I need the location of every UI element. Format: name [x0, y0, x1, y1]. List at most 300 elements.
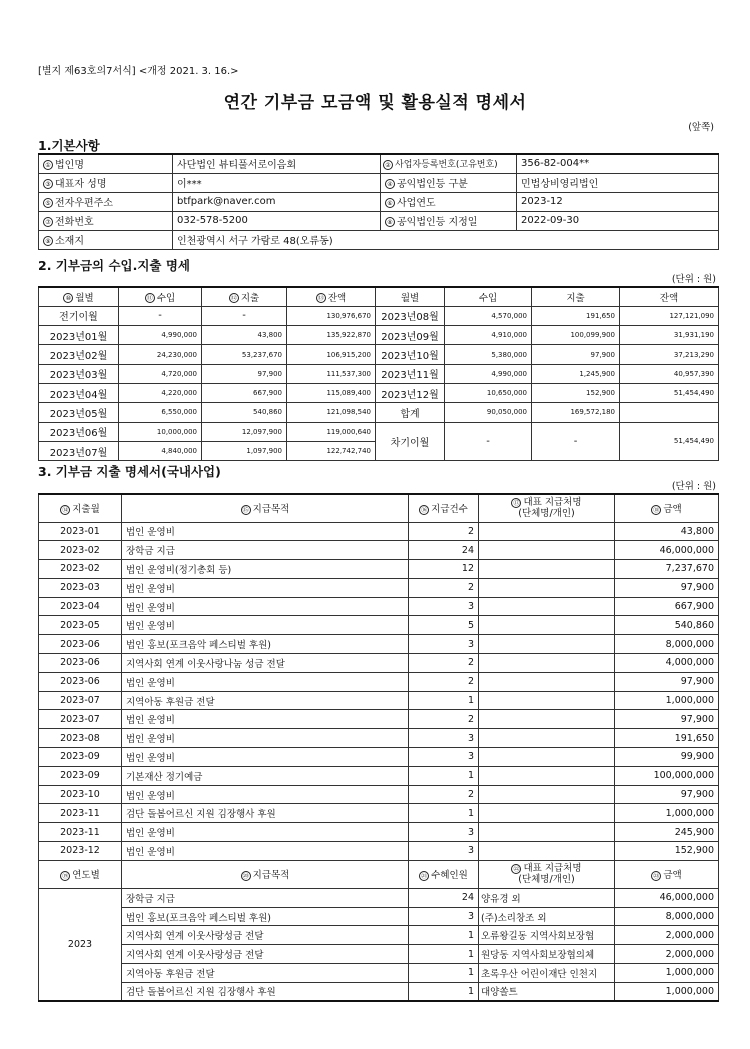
expense-cell-text: 100,099,900 — [570, 331, 615, 340]
count-cell — [409, 907, 479, 926]
expense-detail-row — [39, 842, 719, 861]
field-label-text: 사업자등록번호(고유번호) — [395, 160, 498, 171]
balance-cell — [287, 403, 376, 422]
payee-cell — [479, 541, 615, 560]
payee-cell — [479, 823, 615, 842]
amount-cell — [615, 635, 719, 654]
month-cell-text: 2023-01 — [60, 525, 100, 537]
item-number-badge: ㉓ — [653, 872, 660, 880]
income-cell-text: 4,990,000 — [491, 369, 527, 378]
count-cell-text: 2 — [467, 525, 474, 537]
month-cell — [376, 326, 445, 345]
amount-cell — [615, 964, 719, 983]
expense-cell-text: 667,900 — [253, 389, 282, 398]
col-header-amount — [615, 494, 719, 522]
count-cell — [409, 541, 479, 560]
amount-cell — [615, 982, 719, 1001]
payee-cell — [479, 945, 615, 964]
col-header-expense-text: 지출 — [566, 292, 585, 304]
count-cell-text: 3 — [467, 911, 474, 923]
expense-cell — [532, 364, 620, 383]
balance-cell — [287, 306, 376, 325]
expense-cell-text: 12,097,900 — [241, 427, 282, 436]
purpose-cell-text: 법인 운영비 — [126, 602, 175, 614]
col-header-month — [376, 287, 445, 306]
col-header-purpose — [122, 860, 409, 888]
col-header-month-text: 월별 — [400, 292, 420, 304]
amount-cell — [615, 748, 719, 767]
item-number-badge: ⑨ — [43, 236, 53, 246]
payee-cell — [479, 654, 615, 673]
count-cell — [409, 560, 479, 579]
purpose-cell-text: 지역아동 후원금 전달 — [126, 968, 215, 980]
payee-cell — [479, 597, 615, 616]
expense-detail-table — [38, 493, 719, 1002]
count-cell — [409, 748, 479, 767]
col-header-income-text: 수입 — [478, 292, 498, 304]
count-cell-text: 3 — [467, 638, 474, 650]
month-cell — [39, 729, 122, 748]
expense-detail-row — [39, 823, 719, 842]
amount-cell — [615, 888, 719, 907]
balance-cell — [620, 326, 719, 345]
expense-cell — [202, 383, 287, 402]
amount-cell-text: 1,000,000 — [665, 695, 714, 707]
month-cell — [39, 672, 122, 691]
balance-cell — [287, 422, 376, 441]
col-header-purpose-text: 지급목적 — [252, 504, 290, 516]
payee-cell — [479, 635, 615, 654]
amount-cell — [615, 616, 719, 635]
basic-info-row — [39, 192, 719, 211]
expense-cell-text: 1,245,900 — [579, 369, 615, 378]
month-cell-text: 전기이월 — [59, 312, 98, 324]
purpose-cell-text: 검단 돌봄어르신 지원 김장행사 후원 — [126, 809, 276, 821]
amount-cell — [615, 766, 719, 785]
balance-cell — [287, 326, 376, 345]
income-cell — [119, 441, 202, 460]
amount-cell — [615, 672, 719, 691]
income-cell-text: 4,910,000 — [491, 331, 527, 340]
payee-cell-text: 오류왕길동 지역사회보장협 — [481, 931, 595, 943]
basic-info-table — [38, 153, 719, 250]
amount-cell-text: 1,000,000 — [665, 807, 714, 819]
col-header-month-text: 월별 — [75, 292, 94, 304]
balance-cell — [620, 345, 719, 364]
month-cell-text: 2023년11월 — [381, 370, 439, 382]
month-cell-text: 2023-02 — [60, 563, 100, 575]
item-number-badge: ④ — [385, 179, 395, 189]
expense-detail-row — [39, 578, 719, 597]
field-value — [517, 211, 719, 230]
field-value — [173, 211, 381, 230]
balance-cell-text: 135,922,870 — [326, 331, 371, 340]
balance-cell-text: 127,121,090 — [669, 311, 714, 320]
income-cell-text: 90,050,000 — [486, 408, 527, 417]
month-cell — [39, 441, 119, 460]
amount-cell — [615, 823, 719, 842]
income-expense-row — [39, 364, 719, 383]
purpose-cell — [122, 691, 409, 710]
income-expense-row — [39, 422, 719, 441]
col-header-beneficiaries — [409, 860, 479, 888]
payee-cell — [479, 888, 615, 907]
balance-cell — [620, 403, 719, 422]
income-cell-text: 6,550,000 — [161, 408, 197, 417]
month-cell — [39, 364, 119, 383]
count-cell — [409, 964, 479, 983]
income-cell-text: 4,220,000 — [161, 389, 197, 398]
balance-cell-text: 51,454,490 — [673, 437, 714, 446]
income-cell-text: 4,570,000 — [491, 311, 527, 320]
income-cell — [445, 422, 532, 461]
col-header-purpose-text: 지급목적 — [252, 870, 290, 882]
field-label-text: 공익법인등 지정일 — [397, 217, 478, 228]
count-cell — [409, 710, 479, 729]
count-cell-text: 3 — [467, 601, 474, 613]
item-number-badge: ⑬ — [317, 295, 324, 303]
expense-cell — [532, 383, 620, 402]
month-cell — [39, 654, 122, 673]
month-cell-text: 2023-10 — [60, 789, 100, 801]
income-cell — [119, 306, 202, 325]
purpose-cell — [122, 907, 409, 926]
payee-cell — [479, 964, 615, 983]
field-label-text: 소재지 — [55, 236, 84, 247]
amount-cell-text: 2,000,000 — [665, 948, 714, 960]
count-cell-text: 24 — [461, 892, 474, 904]
field-label-text: 공익법인등 구분 — [397, 179, 468, 190]
purpose-cell — [122, 766, 409, 785]
income-cell — [445, 364, 532, 383]
field-label — [39, 211, 173, 230]
item-number-badge: ⑯ — [421, 506, 428, 514]
field-label-text: 사업연도 — [397, 198, 436, 209]
purpose-cell-text: 법인 운영비 — [126, 752, 175, 764]
payee-cell — [479, 748, 615, 767]
income-cell-text: - — [486, 435, 490, 447]
income-cell — [445, 345, 532, 364]
expense-cell-text: 97,900 — [590, 350, 615, 359]
month-cell-text: 2023-03 — [60, 582, 100, 594]
count-cell-text: 3 — [467, 826, 474, 838]
purpose-cell-text: 법인 홍보(포크음악 페스티벌 후원) — [126, 912, 271, 924]
expense-cell — [532, 306, 620, 325]
amount-cell-text: 8,000,000 — [665, 638, 714, 650]
field-value-text: 2023-12 — [521, 196, 563, 207]
amount-cell — [615, 907, 719, 926]
income-cell — [119, 364, 202, 383]
expense-cell — [532, 326, 620, 345]
amount-cell-text: 43,800 — [680, 525, 714, 537]
amount-cell — [615, 560, 719, 579]
col-header-amount-text: 금액 — [663, 870, 682, 882]
field-label — [39, 230, 173, 249]
expense-cell-text: 152,900 — [586, 389, 615, 398]
amount-cell — [615, 945, 719, 964]
purpose-cell — [122, 945, 409, 964]
field-label-text: 전자우편주소 — [55, 198, 113, 209]
amount-cell-text: 97,900 — [680, 713, 714, 725]
year-cell — [39, 888, 122, 1001]
item-number-badge: ⑦ — [43, 217, 53, 227]
count-cell — [409, 691, 479, 710]
col-header-payee-text: 대표 지급처명 — [523, 863, 582, 875]
field-label — [39, 192, 173, 211]
purpose-cell-text: 지역아동 후원금 전달 — [126, 696, 215, 708]
month-cell — [39, 522, 122, 541]
expense-cell — [202, 422, 287, 441]
col-header-month — [39, 287, 119, 306]
income-expense-row — [39, 306, 719, 325]
month-cell — [39, 345, 119, 364]
count-cell-text: 2 — [467, 657, 474, 669]
expense-detail-row — [39, 560, 719, 579]
income-cell — [445, 403, 532, 422]
purpose-cell-text: 검단 돌봄어르신 지원 김장행사 후원 — [126, 987, 276, 999]
amount-cell-text: 1,000,000 — [665, 967, 714, 979]
purpose-cell — [122, 654, 409, 673]
amount-cell-text: 46,000,000 — [659, 544, 714, 556]
document-title: 연간 기부금 모금액 및 활용실적 명세서 — [223, 93, 527, 113]
payee-cell — [479, 785, 615, 804]
month-cell-text: 2023-06 — [60, 676, 100, 688]
expense-cell — [202, 403, 287, 422]
balance-cell-text: 51,454,490 — [673, 389, 714, 398]
field-value-text: 사단법인 뷰티풀서로이음회 — [177, 160, 297, 172]
purpose-cell — [122, 729, 409, 748]
item-number-badge: ⑭ — [62, 506, 69, 514]
purpose-cell — [122, 823, 409, 842]
payee-cell — [479, 766, 615, 785]
page-side-note: (앞쪽) — [688, 122, 714, 133]
field-value — [173, 192, 381, 211]
payee-cell — [479, 578, 615, 597]
purpose-cell — [122, 672, 409, 691]
balance-cell — [287, 345, 376, 364]
month-cell — [39, 804, 122, 823]
beneficiary-header — [39, 860, 719, 888]
month-cell — [39, 635, 122, 654]
expense-detail-row — [39, 597, 719, 616]
month-cell-text: 2023-04 — [60, 601, 100, 613]
count-cell-text: 3 — [467, 845, 474, 857]
beneficiary-row — [39, 945, 719, 964]
balance-cell-text: 121,098,540 — [326, 408, 371, 417]
purpose-cell-text: 법인 운영비 — [126, 790, 175, 802]
purpose-cell — [122, 597, 409, 616]
income-cell — [119, 345, 202, 364]
payee-cell — [479, 560, 615, 579]
count-cell — [409, 842, 479, 861]
expense-cell — [532, 345, 620, 364]
item-number-badge: ⑲ — [62, 872, 69, 880]
section3-unit: (단위 : 원) — [671, 481, 716, 492]
expense-cell-text: 53,237,670 — [241, 350, 282, 359]
col-header-beneficiaries-text: 수혜인원 — [431, 870, 468, 882]
expense-detail-row — [39, 710, 719, 729]
purpose-cell-text: 법인 운영비 — [126, 734, 175, 746]
amount-cell-text: 667,900 — [674, 601, 714, 613]
count-cell — [409, 654, 479, 673]
payee-cell-text: 양유경 외 — [481, 893, 521, 905]
balance-cell — [287, 364, 376, 383]
item-number-badge: ㉑ — [421, 872, 428, 880]
count-cell-text: 3 — [467, 732, 474, 744]
month-cell-text: 2023-08 — [60, 732, 100, 744]
month-cell — [376, 383, 445, 402]
col-header-balance-text: 잔액 — [659, 292, 679, 304]
purpose-cell-text: 법인 운영비 — [126, 527, 175, 539]
address-value-text: 인천광역시 서구 가람로 48(오류동) — [177, 236, 333, 247]
income-expense-row — [39, 403, 719, 422]
balance-cell — [620, 422, 719, 461]
month-cell — [39, 597, 122, 616]
purpose-cell — [122, 982, 409, 1001]
expense-cell — [202, 345, 287, 364]
expense-cell — [532, 403, 620, 422]
purpose-cell — [122, 785, 409, 804]
count-cell — [409, 945, 479, 964]
income-expense-row — [39, 345, 719, 364]
beneficiary-row — [39, 926, 719, 945]
basic-info-row — [39, 173, 719, 192]
col-header-income — [445, 287, 532, 306]
count-cell-text: 5 — [467, 619, 474, 631]
purpose-cell-text: 지역사회 연계 이웃사랑나눔 성금 전달 — [126, 658, 285, 670]
purpose-cell — [122, 635, 409, 654]
expense-detail-row — [39, 522, 719, 541]
month-cell — [39, 785, 122, 804]
month-cell — [39, 541, 122, 560]
amount-cell — [615, 804, 719, 823]
month-cell-text: 2023년02월 — [49, 351, 108, 363]
field-value — [173, 173, 381, 192]
field-label-text: 전화번호 — [55, 217, 94, 228]
month-cell — [376, 306, 445, 325]
purpose-cell-text: 법인 운영비 — [126, 583, 175, 595]
month-cell-text: 2023-09 — [60, 770, 100, 782]
carry-forward-label — [376, 422, 445, 461]
balance-cell-text: 40,957,390 — [673, 369, 714, 378]
col-header-year-text: 연도별 — [72, 870, 100, 882]
purpose-cell — [122, 748, 409, 767]
month-cell — [39, 578, 122, 597]
income-cell-text: 10,000,000 — [156, 427, 197, 436]
month-cell-text: 2023년05월 — [49, 408, 108, 420]
count-cell — [409, 766, 479, 785]
field-label — [381, 154, 517, 173]
balance-cell — [287, 383, 376, 402]
purpose-cell-text: 장학금 지급 — [126, 893, 175, 905]
month-cell — [39, 422, 119, 441]
month-cell-text: 2023년12월 — [381, 389, 439, 401]
field-value-text: 2022-09-30 — [521, 215, 580, 226]
payee-cell — [479, 926, 615, 945]
field-value-text: 032-578-5200 — [177, 215, 248, 226]
col-header-expense — [532, 287, 620, 306]
amount-cell — [615, 541, 719, 560]
purpose-cell — [122, 964, 409, 983]
balance-cell-text: 37,213,290 — [673, 350, 714, 359]
count-cell — [409, 804, 479, 823]
amount-cell-text: 97,900 — [680, 582, 714, 594]
amount-cell — [615, 842, 719, 861]
balance-cell-text: 106,915,200 — [326, 350, 371, 359]
purpose-cell-text: 장학금 지급 — [126, 546, 175, 558]
expense-cell — [202, 306, 287, 325]
item-number-badge: ⑤ — [43, 198, 53, 208]
count-cell-text: 2 — [467, 676, 474, 688]
expense-cell-text: - — [242, 310, 246, 322]
purpose-cell-text: 지역사회 연계 이웃사랑성금 전달 — [126, 931, 264, 943]
field-value — [517, 192, 719, 211]
balance-cell — [620, 383, 719, 402]
amount-cell-text: 540,860 — [674, 619, 714, 631]
amount-cell — [615, 710, 719, 729]
income-cell — [445, 383, 532, 402]
month-cell — [39, 691, 122, 710]
amount-cell-text: 100,000,000 — [653, 770, 714, 782]
payee-cell-text: 대양쏠트 — [481, 987, 518, 999]
count-cell — [409, 888, 479, 907]
col-header-balance-text: 잔액 — [327, 292, 347, 304]
item-number-badge: ⑧ — [385, 217, 395, 227]
purpose-cell — [122, 522, 409, 541]
income-expense-header — [39, 287, 719, 306]
month-cell — [39, 383, 119, 402]
count-cell — [409, 823, 479, 842]
form-reference-note: [별지 제63호의7서식] <개정 2021. 3. 16.> — [38, 66, 239, 77]
month-cell-text: 2023-02 — [60, 544, 100, 556]
income-cell-text: 24,230,000 — [156, 350, 197, 359]
col-header-count — [409, 494, 479, 522]
income-cell-text: - — [158, 310, 162, 322]
payee-cell — [479, 616, 615, 635]
count-cell-text: 1 — [467, 985, 474, 997]
count-cell — [409, 597, 479, 616]
income-cell — [445, 306, 532, 325]
month-cell-text: 2023-11 — [60, 826, 100, 838]
purpose-cell — [122, 578, 409, 597]
expense-detail-row — [39, 766, 719, 785]
amount-cell-text: 46,000,000 — [659, 892, 714, 904]
income-cell-text: 5,380,000 — [491, 350, 527, 359]
month-cell-text: 2023년07월 — [49, 447, 108, 459]
expense-detail-row — [39, 729, 719, 748]
balance-cell — [287, 441, 376, 460]
month-cell — [39, 560, 122, 579]
field-value — [517, 154, 719, 173]
item-number-badge: ⑳ — [242, 872, 249, 880]
count-cell — [409, 616, 479, 635]
balance-cell-text: 111,537,300 — [326, 369, 371, 378]
item-number-badge: ⑫ — [230, 295, 237, 303]
count-cell-text: 1 — [467, 948, 474, 960]
purpose-cell-text: 법인 운영비(정기총회 등) — [126, 564, 232, 576]
field-value-text: 이*** — [177, 179, 202, 190]
purpose-cell-text: 법인 운영비 — [126, 828, 175, 840]
month-cell-text: 2023년03월 — [49, 370, 108, 382]
payee-cell — [479, 907, 615, 926]
expense-cell-text: - — [573, 435, 578, 447]
income-cell-text: 4,840,000 — [161, 447, 197, 456]
item-number-badge: ⑪ — [146, 295, 153, 303]
amount-cell — [615, 729, 719, 748]
item-number-badge: ⑩ — [63, 293, 73, 303]
month-cell — [39, 306, 119, 325]
amount-cell-text: 97,900 — [680, 676, 714, 688]
